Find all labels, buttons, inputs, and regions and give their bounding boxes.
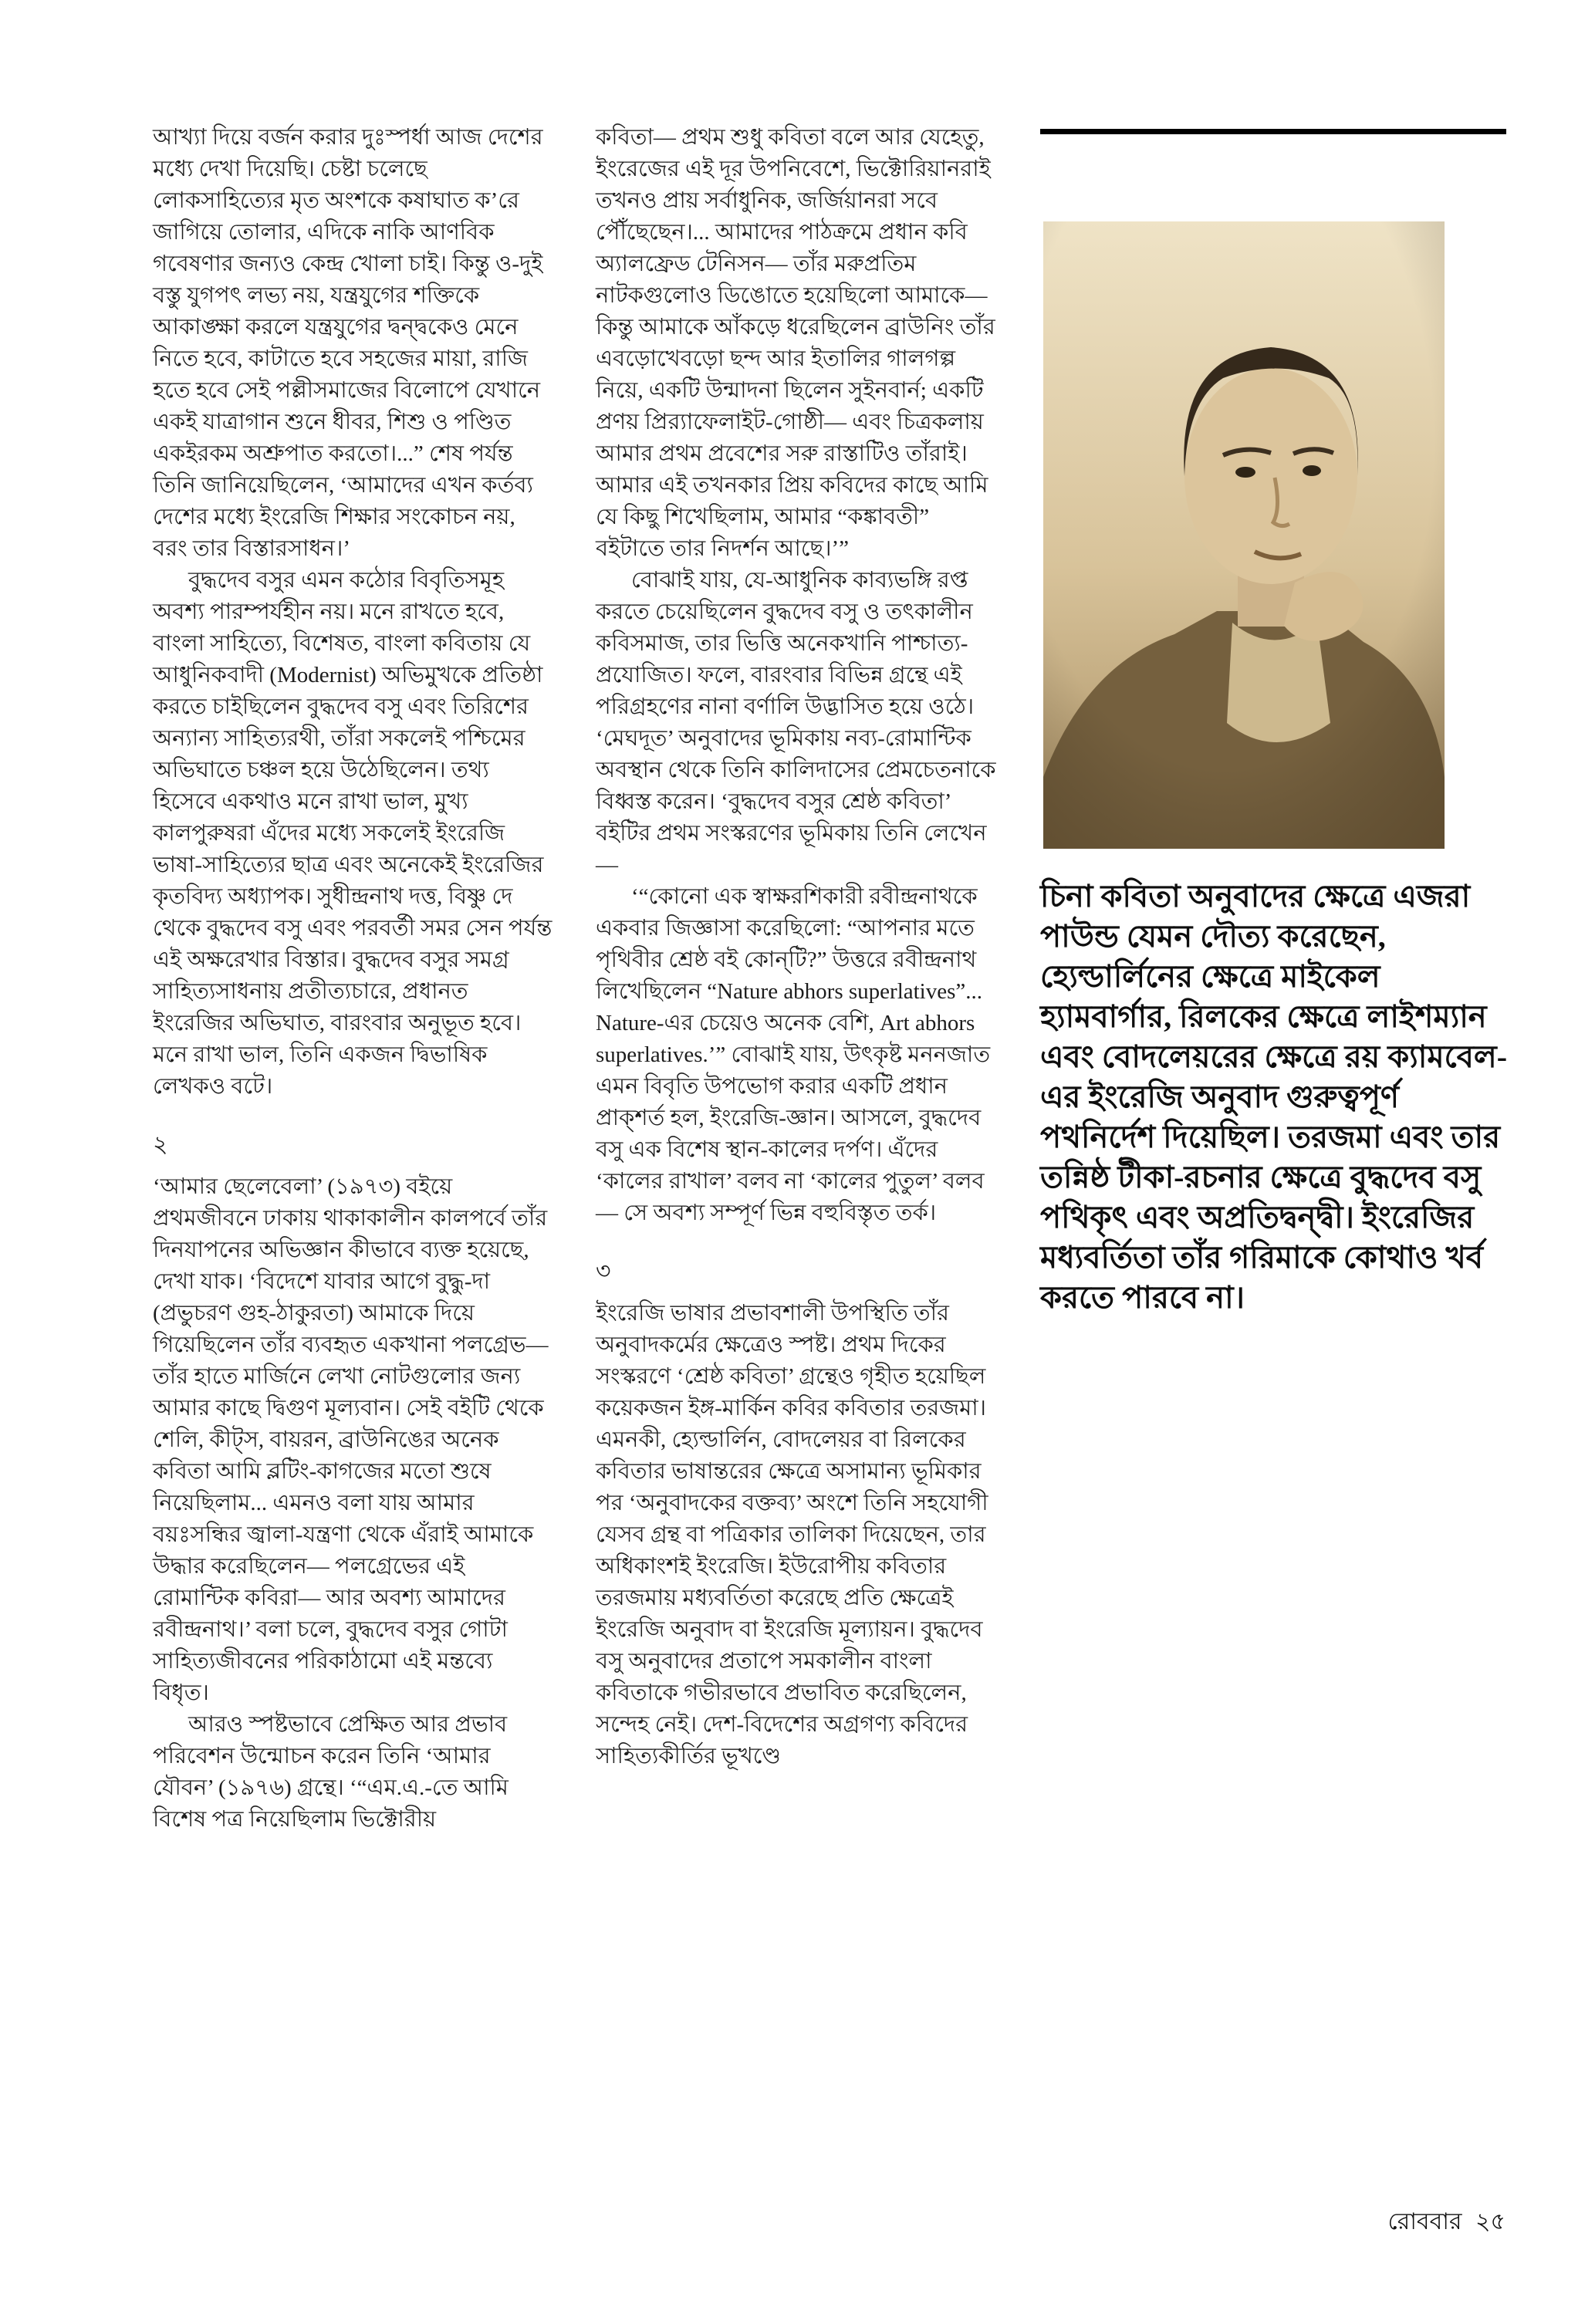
- portrait-photo: [1043, 221, 1445, 849]
- page-footer: [1380, 2207, 1505, 2238]
- article-paragraph: ‘আমার ছেলেবেলা’ (১৯৭৩) বইয়ে প্রথমজীবনে ঢাকায় থাকাকালীন কালপর্বে তাঁর দিনযাপনের অভিজ্ঞান কীভাবে ব্যক্ত হয়েছে, দেখা যাক। ‘বিদেশে যাবার আগে বুদ্ধু-দা (প্রভুচরণ গুহ-ঠাকুরতা) আমাকে দিয়ে গিয়েছিলেন তাঁর ব্যবহৃত একখানা পলগ্রেভ— তাঁর হাতে মার্জিনে লেখা নোটগুলোর জন্য আমার কাছে দ্বিগুণ মূল্যবান। সেই বইটি থেকে শেলি, কীট্‌স, বায়রন, ব্রাউনিঙের অনেক কবিতা আমি ব্লটিং-কাগজের মতো শুষে নিয়েছিলাম... এমনও বলা যায় আমার বয়ঃসন্ধির জ্বালা-যন্ত্রণা থেকে এঁরাই আমাকে উদ্ধার করেছিলেন— পলগ্রেভের এই রোমান্টিক কবিরা— আর অবশ্য আমাদের রবীন্দ্রনাথ।’ বলা চলে, বুদ্ধদেব বসুর গোটা সাহিত্যজীবনের পরিকাঠামো এই মন্তব্যে বিধৃত।: [153, 1174, 549, 1705]
- article-paragraph: বুদ্ধদেব বসুর এমন কঠোর বিবৃতিসমূহ অবশ্য পারম্পর্যহীন নয়। মনে রাখতে হবে, বাংলা সাহিত্যে, বিশেষত, বাংলা কবিতায় যে আধুনিকবাদী (Modernist) অভিমুখকে প্রতিষ্ঠা করতে চাইছিলেন বুদ্ধদেব বসু এবং তিরিশের অন্যান্য সাহিত্যরথী, তাঁরা সকলেই পশ্চিমের অভিঘাতে চঞ্চল হয়ে উঠেছিলেন। তথ্য হিসেবে একথাও মনে রাখা ভাল, মুখ্য কালপুরুষরা এঁদের মধ্যে সকলেই ইংরেজি ভাষা-সাহিত্যের ছাত্র এবং অনেকেই ইংরেজির কৃতবিদ্য অধ্যাপক। সুধীন্দ্রনাথ দত্ত, বিষ্ণু দে থেকে বুদ্ধদেব বসু এবং পরবর্তী সমর সেন পর্যন্ত এই অক্ষরেখার বিস্তার। বুদ্ধদেব বসুর সমগ্র সাহিত্যসাধনায় প্রতীত্যচারে, প্রধানত ইংরেজির অভিঘাত, বারংবার অনুভূত হবে। মনে রাখা ভাল, তিনি একজন দ্বিভাষিক লেখকও বটে।: [153, 568, 553, 1099]
- section-number-2: ২: [153, 1132, 168, 1157]
- article-paragraph: ইংরেজি ভাষার প্রভাবশালী উপস্থিতি তাঁর অনুবাদকর্মের ক্ষেত্রেও স্পষ্ট। প্রথম দিকের সংস্করণে ‘শ্রেষ্ঠ কবিতা’ গ্রন্থেও গৃহীত হয়েছিল কয়েকজন ইঙ্গ-মার্কিন কবির কবিতার তরজমা। এমনকী, হ্যেল্ডার্লিন, বোদলেয়র বা রিলকের কবিতার ভাষান্তরের ক্ষেত্রে অসামান্য ভূমিকার পর ‘অনুবাদকের বক্তব্য’ অংশে তিনি সহযোগী যেসব গ্রন্থ বা পত্রিকার তালিকা দিয়েছেন, তার অধিকাংশই ইংরেজি। ইউরোপীয় কবিতার তরজমায় মধ্যবর্তিতা করেছে প্রতি ক্ষেত্রেই ইংরেজি অনুবাদ বা ইংরেজি মূল্যায়ন। বুদ্ধদেব বসু অনুবাদের প্রতাপে সমকালীন বাংলা কবিতাকে গভীরভাবে প্রভাবিত করেছিলেন, সন্দেহ নেই। দেশ-বিদেশের অগ্রগণ্য কবিদের সাহিত্যকীর্তির ভূখণ্ডে: [596, 1301, 988, 1768]
- pull-quote: চিনা কবিতা অনুবাদের ক্ষেত্রে এজরা পাউন্ড যেমন দৌত্য করেছেন, হ্যেল্ডার্লিনের ক্ষেত্রে মাইকেল হ্যামবার্গার, রিলকের ক্ষেত্রে লাইশম্যান এবং বোদলেয়রের ক্ষেত্রে রয় ক্যামবেল-এর ইংরেজি অনুবাদ গুরুত্বপূর্ণ পথনির্দেশ দিয়েছিল। তরজমা এবং তার তন্নিষ্ঠ টীকা-রচনার ক্ষেত্রে বুদ্ধদেব বসু পথিকৃৎ এবং অপ্রতিদ্বন্দ্বী। ইংরেজির মধ্যবর্তিতা তাঁর গরিমাকে কোথাও খর্ব করতে পারবে না।: [1040, 879, 1508, 1315]
- header-rule: [1040, 129, 1506, 134]
- article-paragraph: আরও স্পষ্টভাবে প্রেক্ষিত আর প্রভাব পরিবেশন উন্মোচন করেন তিনি ‘আমার যৌবন’ (১৯৭৬) গ্রন্থে। ‘“এম.এ.-তে আমি বিশেষ পত্র নিয়েছিলাম ভিক্টোরীয়: [153, 1712, 509, 1832]
- article-paragraph: বোঝাই যায়, যে-আধুনিক কাব্যভঙ্গি রপ্ত করতে চেয়েছিলেন বুদ্ধদেব বসু ও তৎকালীন কবিসমাজ, তার ভিত্তি অনেকখানি পাশ্চাত্য-প্রযোজিত। ফলে, বারংবার বিভিন্ন গ্রন্থে এই পরিগ্রহণের নানা বর্ণালি উদ্ভাসিত হয়ে ওঠে। ‘মেঘদূত’ অনুবাদের ভূমিকায় নব্য-রোমান্টিক অবস্থান থেকে তিনি কালিদাসের প্রেমচেতনাকে বিধ্বস্ত করেন। ‘বুদ্ধদেব বসুর শ্রেষ্ঠ কবিতা’ বইটির প্রথম সংস্করণের ভূমিকায় তিনি লেখেন—: [596, 568, 996, 877]
- page-number: ২৫: [1475, 2209, 1505, 2234]
- portrait-photo-illustration: [1043, 221, 1445, 849]
- magazine-name: রোববার: [1387, 2209, 1462, 2234]
- article-paragraph: ‘“কোনো এক স্বাক্ষরশিকারী রবীন্দ্রনাথকে একবার জিজ্ঞাসা করেছিলো: “আপনার মতে পৃথিবীর শ্রেষ্ঠ বই কোন্‌টি?” উত্তরে রবীন্দ্রনাথ লিখেছিলেন “Nature abhors superlatives”... Nature-এর চেয়েও অনেক বেশি, Art abhors superlatives.’” বোঝাই যায়, উৎকৃষ্ট মননজাত এমন বিবৃতি উপভোগ করার একটি প্রধান প্রাক্‌শর্ত হল, ইংরেজি-জ্ঞান। আসলে, বুদ্ধদেব বসু এক বিশেষ স্থান-কালের দর্পণ। এঁদের ‘কালের রাখাল’ বলব না ‘কালের পুতুল’ বলব— সে অবশ্য সম্পূর্ণ ভিন্ন বহুবিস্তৃত তর্ক।: [596, 884, 991, 1225]
- article-paragraph: কবিতা— প্রথম শুধু কবিতা বলে আর যেহেতু, ইংরেজের এই দূর উপনিবেশে, ভিক্টোরিয়ানরাই তখনও প্রায় সর্বাধুনিক, জর্জিয়ানরা সবে পৌঁছেছেন।... আমাদের পাঠক্রমে প্রধান কবি অ্যালফ্রেড টেনিসন— তাঁর মরুপ্রতিম নাটকগুলোও ডিঙোতে হয়েছিলো আমাকে— কিন্তু আমাকে আঁকড়ে ধরেছিলেন ব্রাউনিং তাঁর এবড়োখেবড়ো ছন্দ আর ইতালির গালগল্প নিয়ে, একটি উন্মাদনা ছিলেন সুইনবার্ন; একটি প্রণয় প্রির‍্যাফেলাইট-গোষ্ঠী— এবং চিত্রকলায় আমার প্রথম প্রবেশের সরু রাস্তাটিও তাঁরাই। আমার এই তখনকার প্রিয় কবিদের কাছে আমি যে কিছু শিখেছিলাম, আমার “কঙ্কাবতী” বইটাতে তার নিদর্শন আছে।’”: [596, 125, 995, 561]
- article-paragraph: আখ্যা দিয়ে বর্জন করার দুঃস্পর্ধা আজ দেশের মধ্যে দেখা দিয়েছি। চেষ্টা চলেছে লোকসাহিত্যের মৃত অংশকে কষাঘাত ক’রে জাগিয়ে তোলার, এদিকে নাকি আণবিক গবেষণার জন্যও কেন্দ্র খোলা চাই। কিন্তু ও-দুই বস্তু যুগপৎ লভ্য নয়, যন্ত্রযুগের শক্তিকে আকাঙ্ক্ষা করলে যন্ত্রযুগের দ্বন্দ্বকেও মেনে নিতে হবে, কাটাতে হবে সহজের মায়া, রাজি হতে হবে সেই পল্লীসমাজের বিলোপে যেখানে একই যাত্রাগান শুনে ধীবর, শিশু ও পণ্ডিত একইরকম অশ্রুপাত করতো।...” শেষ পর্যন্ত তিনি জানিয়েছিলেন, ‘আমাদের এখন কর্তব্য দেশের মধ্যে ইংরেজি শিক্ষার সংকোচন নয়, বরং তার বিস্তারসাধন।’: [153, 125, 543, 561]
- article-column-1: [153, 122, 554, 1836]
- article-column-2: [596, 122, 997, 1772]
- section-number-3: ৩: [596, 1258, 611, 1284]
